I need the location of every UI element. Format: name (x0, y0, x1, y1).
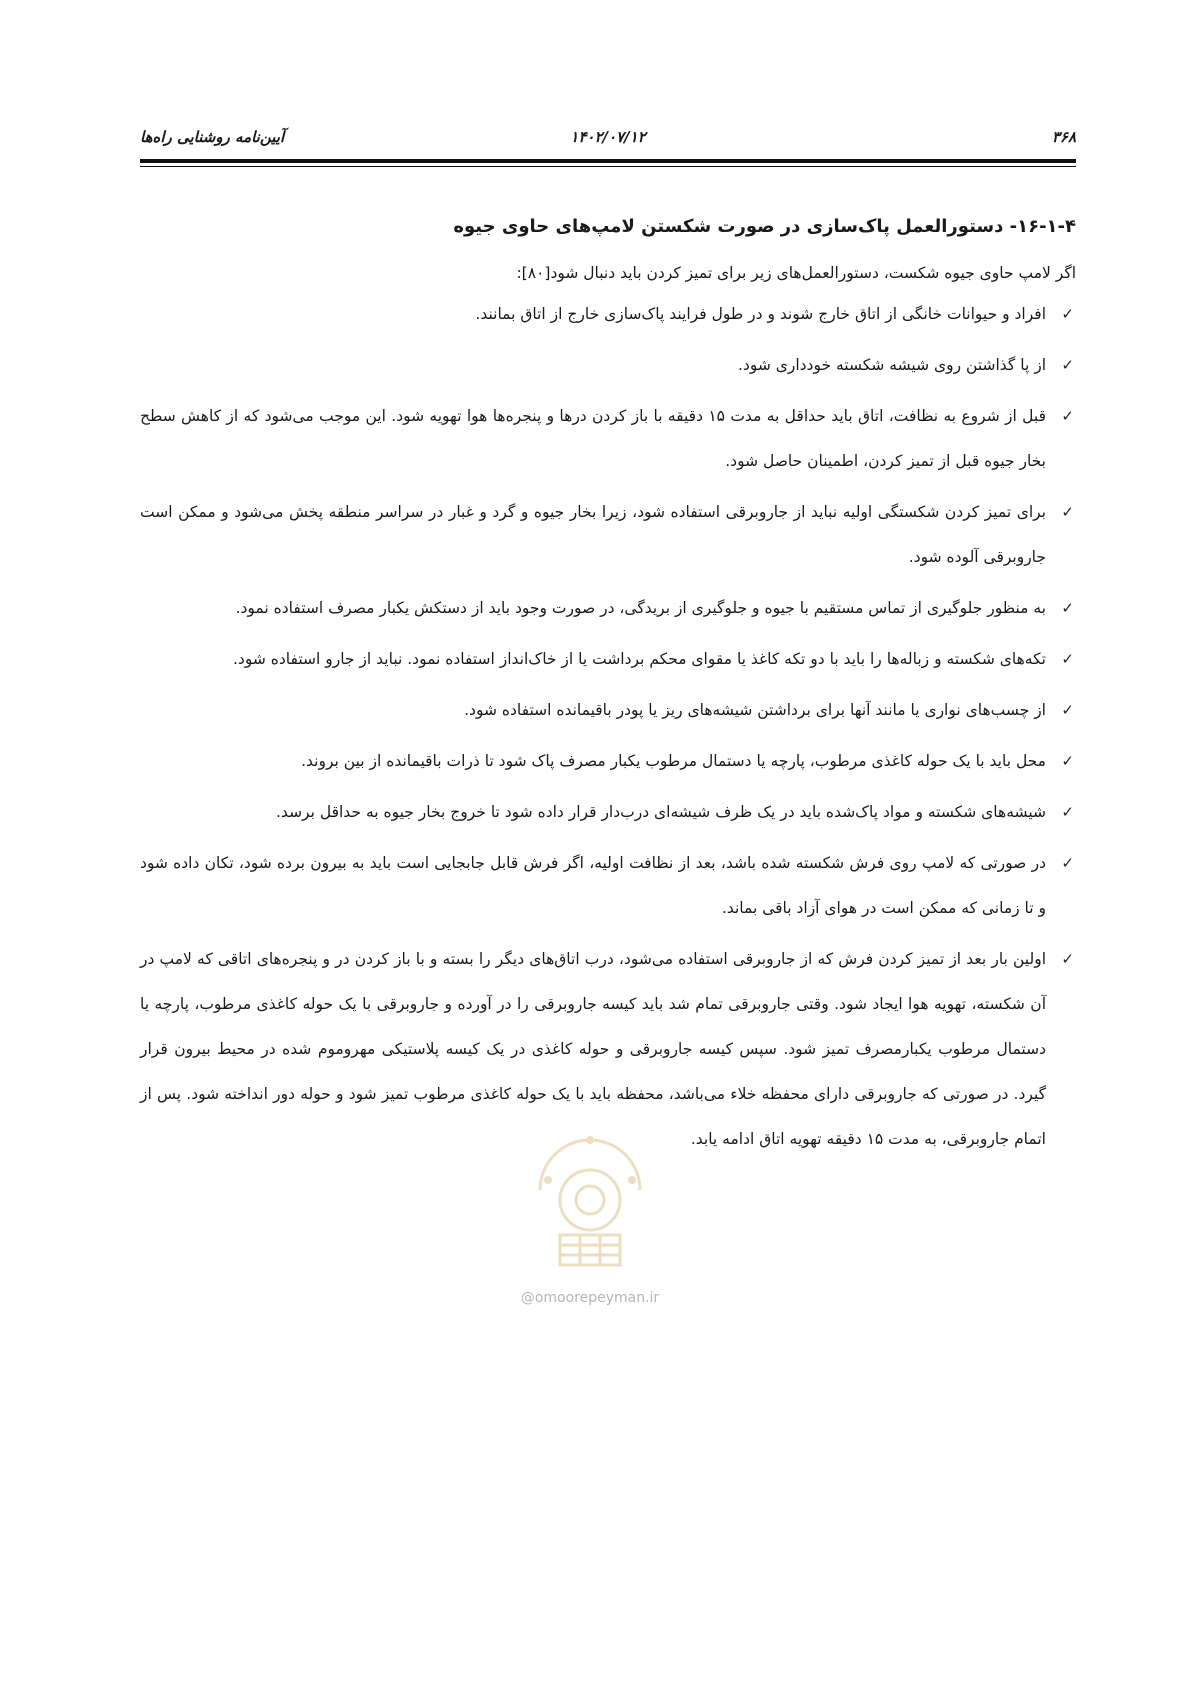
intro-paragraph: اگر لامپ حاوی جیوه شکست، دستورالعمل‌های زیر برای تمیز کردن باید دنبال شود[۸۰]: (516, 264, 1076, 282)
list-item (140, 637, 1076, 682)
list-item (140, 343, 1076, 388)
list-item-text: اولین بار بعد از تمیز کردن فرش که از جاروبرقی استفاده می‌شود، درب اتاق‌های دیگر را بسته و با باز کردن در و پنجره‌های اتاقی که لامپ در آن شکسته، تهویه هوا ایجاد شود. وقتی جاروبرقی تمام شد باید کیسه جاروبرقی را در آورده و جاروبرقی با یک حوله کاغذی مرطوب، پارچه یا دستمال مرطوب یکبارمصرف تمیز شود. سپس کیسه جاروبرقی و حوله کاغذی در یک کیسه پلاستیکی مهروموم شده در محیط بیرون قرار گیرد. در صورتی که جاروبرقی دارای محفظه خلاء می‌باشد، محفظه باید با یک حوله کاغذی مرطوب تمیز شود و حوله دور انداخته شود. پس از اتمام جاروبرقی، به مدت ۱۵ دقیقه تهویه اتاق ادامه یابد. (140, 950, 1046, 1148)
list-item-text: محل باید با یک حوله کاغذی مرطوب، پارچه یا دستمال مرطوب یکبار مصرف پاک شود تا ذرات باقیمانده از بین بروند. (301, 752, 1046, 770)
check-icon: ✓ (1061, 407, 1074, 425)
check-icon: ✓ (1061, 803, 1074, 821)
check-icon: ✓ (1061, 854, 1074, 872)
section-heading: ۱۶-۱-۴- دستورالعمل پاک‌سازی در صورت شکستن لامپ‌های حاوی جیوه (453, 216, 1076, 237)
check-icon: ✓ (1061, 599, 1074, 617)
list-item (140, 292, 1076, 337)
list-item-text: به منظور جلوگیری از تماس مستقیم با جیوه و جلوگیری از بریدگی، در صورت وجود باید از دستکش یکبار مصرف استفاده نمود. (235, 599, 1046, 617)
book-title: آیین‌نامه روشنایی راه‌ها (140, 128, 285, 146)
header-date: ۱۴۰۲/۰۷/۱۲ (570, 128, 646, 146)
list-item (140, 586, 1076, 631)
list-item-text: شیشه‌های شکسته و مواد پاک‌شده باید در یک ظرف شیشه‌ای درب‌دار قرار داده شود تا خروج بخار جیوه به حداقل برسد. (276, 803, 1046, 821)
list-item-text: افراد و حیوانات خانگی از اتاق خارج شوند و در طول فرایند پاک‌سازی خارج از اتاق بمانند. (475, 305, 1046, 323)
list-item-text: از پا گذاشتن روی شیشه شکسته خودداری شود. (737, 356, 1046, 374)
list-item (140, 790, 1076, 835)
check-icon: ✓ (1061, 950, 1074, 968)
list-item-text: برای تمیز کردن شکستگی اولیه نباید از جاروبرقی استفاده شود، زیرا بخار جیوه و گرد و غبار در سراسر منطقه پخش می‌شود و ممکن است جاروبرقی آلوده شود. (140, 503, 1046, 566)
list-item-text: تکه‌های شکسته و زباله‌ها را باید با دو تکه کاغذ یا مقوای محکم برداشت یا از خاک‌انداز استفاده نمود. نباید از جارو استفاده شود. (233, 650, 1046, 668)
list-item-text: از چسب‌های نواری یا مانند آنها برای برداشتن شیشه‌های ریز یا پودر باقیمانده استفاده شود. (464, 701, 1046, 719)
list-item (140, 394, 1076, 484)
page-number: ۳۶۸ (1051, 128, 1076, 146)
list-item (140, 688, 1076, 733)
list-item (140, 937, 1076, 1162)
list-item (140, 841, 1076, 931)
list-item (140, 739, 1076, 784)
check-icon: ✓ (1061, 503, 1074, 521)
check-icon: ✓ (1061, 650, 1074, 668)
header-divider-thin (140, 166, 1076, 167)
instruction-list (140, 292, 1076, 1162)
check-icon: ✓ (1061, 752, 1074, 770)
page-header (140, 128, 1076, 152)
header-divider (140, 159, 1076, 163)
list-item-text: قبل از شروع به نظافت، اتاق باید حداقل به مدت ۱۵ دقیقه با باز کردن درها و پنجره‌ها هوا تهویه شود. این موجب می‌شود که از کاهش سطح بخار جیوه قبل از تمیز کردن، اطمینان حاصل شود. (140, 407, 1046, 470)
page-content (140, 212, 1076, 1168)
check-icon: ✓ (1061, 701, 1074, 719)
list-item (140, 490, 1076, 580)
check-icon: ✓ (1061, 356, 1074, 374)
list-item-text: در صورتی که لامپ روی فرش شکسته شده باشد، بعد از نظافت اولیه، اگر فرش قابل جابجایی است باید به بیرون برده شود، تکان داده شود و تا زمانی که ممکن است در هوای آزاد باقی بماند. (140, 854, 1046, 917)
watermark-url: @omoorepeyman.ir (520, 1290, 660, 1306)
check-icon: ✓ (1061, 305, 1074, 323)
